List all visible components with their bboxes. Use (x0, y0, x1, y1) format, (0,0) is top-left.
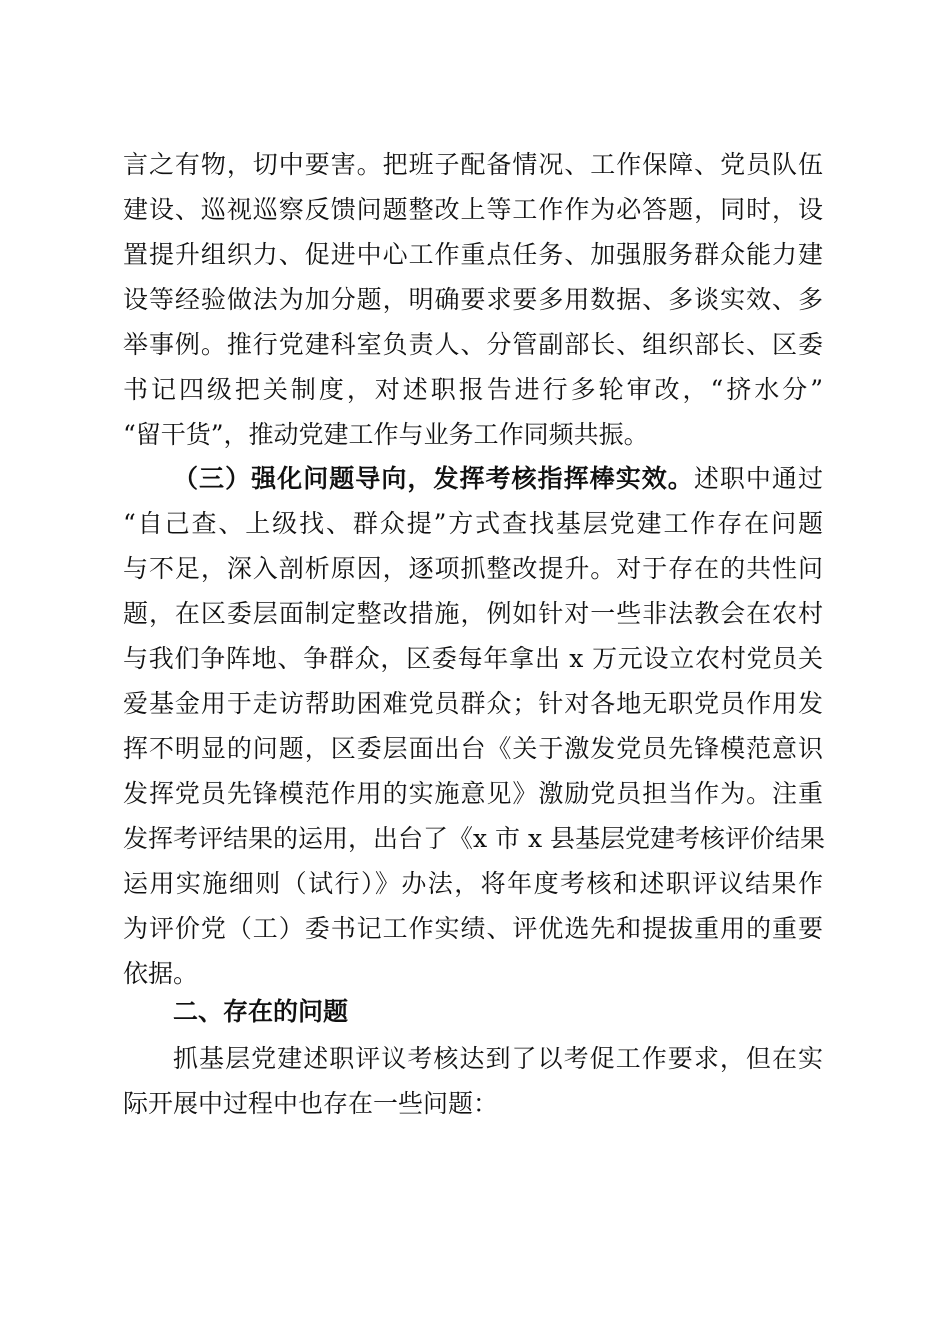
paragraph-requirements (123, 142, 823, 457)
paragraph-problem-orientation (123, 456, 826, 996)
text-line: 挥不明显的问题，区委层面出台《关于激发党员先锋模范意识 (123, 734, 823, 763)
text-line: “自己查、上级找、群众提”方式查找基层党建工作存在问题 (123, 509, 823, 538)
text-line-first: 抓基层党建述职评议考核达到了以考促工作要求，但在实 (173, 1044, 823, 1073)
text-line: 题，在区委层面制定整改措施，例如针对一些非法教会在农村 (123, 599, 823, 628)
text-line: 言之有物，切中要害。把班子配备情况、工作保障、党员队伍 (123, 150, 823, 179)
subheading-bold: （三）强化问题导向，发挥考核指挥棒实效。 (173, 464, 694, 493)
text-line: 为评价党（工）委书记工作实绩、评优选先和提拔重用的重要 (123, 914, 823, 943)
text-line: 建设、巡视巡察反馈问题整改上等工作作为必答题，同时，设 (123, 195, 823, 224)
text-line: 与不足，深入剖析原因，逐项抓整改提升。对于存在的共性问 (123, 554, 823, 583)
text-line: 置提升组织力、促进中心工作重点任务、加强服务群众能力建 (123, 240, 823, 269)
text-line: 设等经验做法为加分题，明确要求要多用数据、多谈实效、多 (123, 285, 823, 314)
text-line: “留干货”，推动党建工作与业务工作同频共振。 (123, 420, 649, 449)
text-line: 爱基金用于走访帮助困难党员群众；针对各地无职党员作用发 (123, 689, 823, 718)
text-line: 书记四级把关制度，对述职报告进行多轮审改，“挤水分” (123, 375, 823, 404)
text-line: 运用实施细则（试行）》办法，将年度考核和述职评议结果作 (123, 869, 823, 898)
text-line-first (123, 456, 823, 501)
paragraph-existing-problems (123, 1036, 823, 1126)
text-line: 与我们争阵地、争群众，区委每年拿出 x 万元设立农村党员关 (123, 644, 823, 673)
text-line: 依据。 (123, 959, 199, 988)
text-line: 发挥党员先锋模范作用的实施意见》激励党员担当作为。注重 (123, 779, 823, 808)
text-line: 发挥考评结果的运用，出台了《x 市 x 县基层党建考核评价结果 (123, 824, 826, 853)
text-run: 述职中通过 (693, 464, 823, 493)
section-heading: 二、存在的问题 (173, 997, 349, 1026)
text-line: 际开展中过程中也存在一些问题： (123, 1089, 499, 1118)
text-line: 举事例。推行党建科室负责人、分管副部长、组织部长、区委 (123, 330, 823, 359)
